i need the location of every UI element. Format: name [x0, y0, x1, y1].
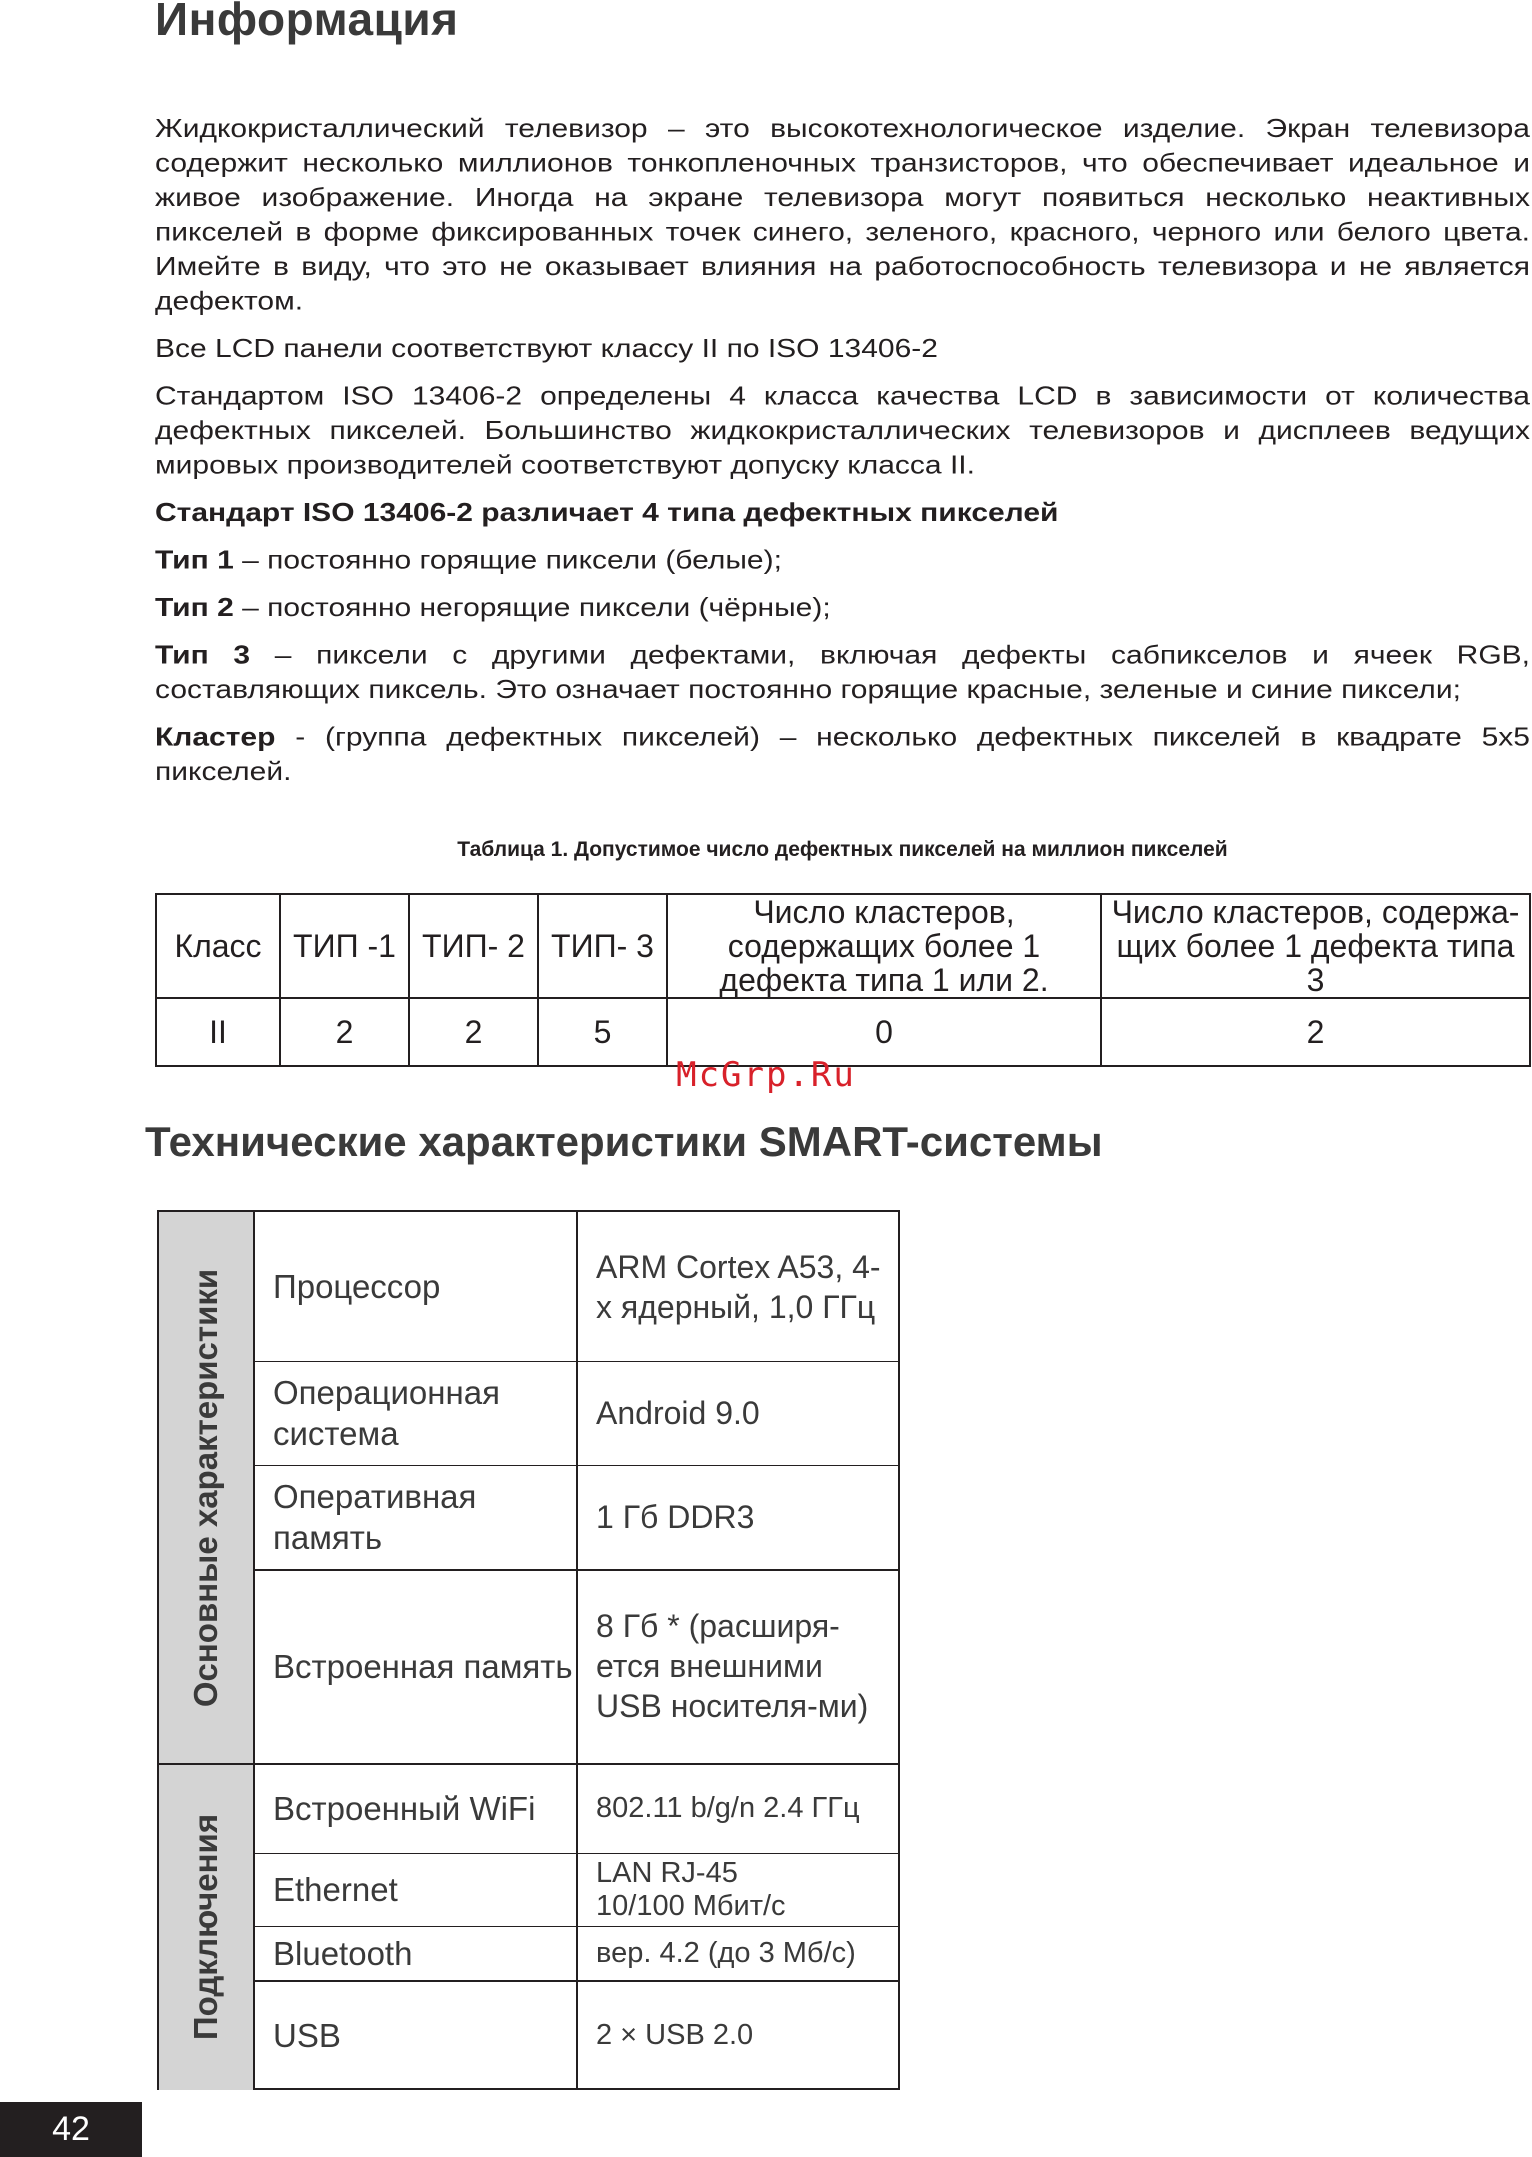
spec-row-processor — [255, 1212, 898, 1361]
spec-value-text: ARM Cortex A53, 4-х ядерный, 1,0 ГГц — [596, 1248, 881, 1325]
cluster-text: - (группа дефектных пикселей) – несколько дефектных пикселей в квадрате 5х5 пикселей. — [155, 723, 1530, 787]
spec-value — [578, 1853, 898, 1926]
specs-table — [157, 1210, 900, 2090]
header-type-3: ТИП- 3 — [538, 894, 667, 998]
header-clusters-type-3: Число кластеров, содержа-щих более 1 дефекта типа 3 — [1101, 894, 1530, 998]
table-header-row — [156, 894, 1530, 998]
type-3-line — [155, 638, 1530, 707]
intro-text — [155, 112, 1530, 802]
spec-row-bluetooth — [255, 1926, 898, 1980]
spec-row-ethernet — [255, 1853, 898, 1926]
spec-row-storage — [255, 1569, 898, 1763]
cell-type-2: 2 — [409, 998, 538, 1066]
type-1-label: Тип 1 — [155, 546, 234, 575]
spec-key: Процессор — [255, 1212, 578, 1361]
intro-paragraph-2: Все LCD панели соответствуют классу II по ISO 13406-2 — [155, 334, 938, 364]
header-class: Класс — [156, 894, 280, 998]
spec-value — [578, 1212, 898, 1361]
type-2-text: постоянно негорящие пиксели (чёрные); — [267, 593, 831, 623]
group-main-specs — [159, 1212, 255, 1763]
type-3-label: Тип 3 — [155, 641, 251, 670]
page-title: Информация — [155, 0, 459, 45]
spec-row-os — [255, 1361, 898, 1465]
type-1-dash: – — [233, 546, 268, 575]
spec-key: Встроенная память — [255, 1569, 578, 1763]
type-1-line — [155, 544, 1530, 579]
row-divider — [255, 1465, 898, 1466]
group-divider — [159, 1763, 898, 1765]
row-divider — [255, 1980, 898, 1982]
cluster-label: Кластер — [155, 723, 276, 752]
cell-type-1: 2 — [280, 998, 409, 1066]
table-caption: Таблица 1. Допустимое число дефектных пикселей на миллион пикселей — [457, 838, 1228, 861]
spec-key: Операционная система — [255, 1361, 578, 1465]
type-2-dash: – — [233, 593, 268, 623]
cell-clusters-type-3: 2 — [1101, 998, 1530, 1066]
spec-key: Ethernet — [255, 1853, 578, 1926]
intro-paragraph-3: Стандартом ISO 13406-2 определены 4 класса качества LCD в зависимости от количества дефектных пикселей. Большинство жидкокристаллических телевизоров и дисплеев ведущих мировых производителей соответствуют допуску класса II. — [155, 382, 1530, 480]
cell-type-3: 5 — [538, 998, 667, 1066]
row-divider — [255, 1926, 898, 1927]
spec-value: вер. 4.2 (до 3 Мб/с) — [596, 1936, 856, 1969]
row-divider — [255, 1361, 898, 1362]
intro-paragraph-1: Жидкокристаллический телевизор – это высокотехнологическое изделие. Экран телевизора содержит несколько миллионов тонкопленочных транзисторов, что обеспечивает идеальное и живое изображение. Иногда на экране телевизора могут появиться несколько неактивных пикселей в форме фиксированных точек синего, зеленого, красного, черного или белого цвета. Имейте в виду, что это не оказывает влияния на работоспособность телевизора и не является дефектом. — [155, 114, 1530, 316]
cell-clusters-type-1-2: 0 — [667, 998, 1101, 1066]
spec-value: Android 9.0 — [596, 1395, 760, 1431]
group-connections — [159, 1763, 255, 2090]
spec-row-wifi — [255, 1763, 898, 1853]
spec-value: 2 × USB 2.0 — [596, 2018, 754, 2051]
specs-title: Технические характеристики SMART-системы — [145, 1118, 1103, 1165]
cell-class: II — [156, 998, 280, 1066]
row-divider — [255, 1853, 898, 1854]
group-main-label: Основные характеристики — [187, 1268, 224, 1707]
spec-row-ram — [255, 1465, 898, 1569]
spec-key: Встроенный WiFi — [255, 1763, 578, 1853]
spec-value: 1 Гб DDR3 — [596, 1499, 755, 1535]
page-number: 42 — [0, 2102, 142, 2157]
spec-key: Bluetooth — [255, 1926, 578, 1980]
header-clusters-type-1-2: Число кластеров, содержащих более 1 дефекта типа 1 или 2. — [667, 894, 1101, 998]
spec-value — [578, 1569, 898, 1763]
type-1-text: постоянно горящие пиксели (белые); — [267, 546, 782, 575]
type-3-dash: – — [250, 641, 317, 670]
spec-value-text: 8 Гб * (расширя-ется внешними USB носителя-ми) — [596, 1608, 869, 1724]
watermark: McGrp.Ru — [676, 1055, 856, 1095]
header-type-2: ТИП- 2 — [409, 894, 538, 998]
spec-value-text: LAN RJ-45 10/100 Мбит/с — [596, 1856, 786, 1922]
spec-row-usb — [255, 1980, 898, 2090]
type-2-line — [155, 591, 1530, 626]
spec-key: USB — [255, 1980, 578, 2090]
spec-value: 802.11 b/g/n 2.4 ГГц — [596, 1791, 860, 1824]
row-divider — [255, 1569, 898, 1571]
group-conn-label: Подключения — [187, 1813, 224, 2040]
defect-pixel-table — [155, 893, 1531, 1067]
spec-key: Оперативная память — [255, 1465, 578, 1569]
type-2-label: Тип 2 — [155, 593, 234, 623]
cluster-line — [155, 720, 1530, 789]
header-type-1: ТИП -1 — [280, 894, 409, 998]
standard-heading: Стандарт ISO 13406-2 различает 4 типа дефектных пикселей — [155, 498, 1059, 528]
type-3-text: пиксели с другими дефектами, включая дефекты сабпикселов и ячеек RGB, составляющих пиксель. Это означает постоянно горящие красные, зеленые и синие пиксели; — [155, 641, 1530, 705]
